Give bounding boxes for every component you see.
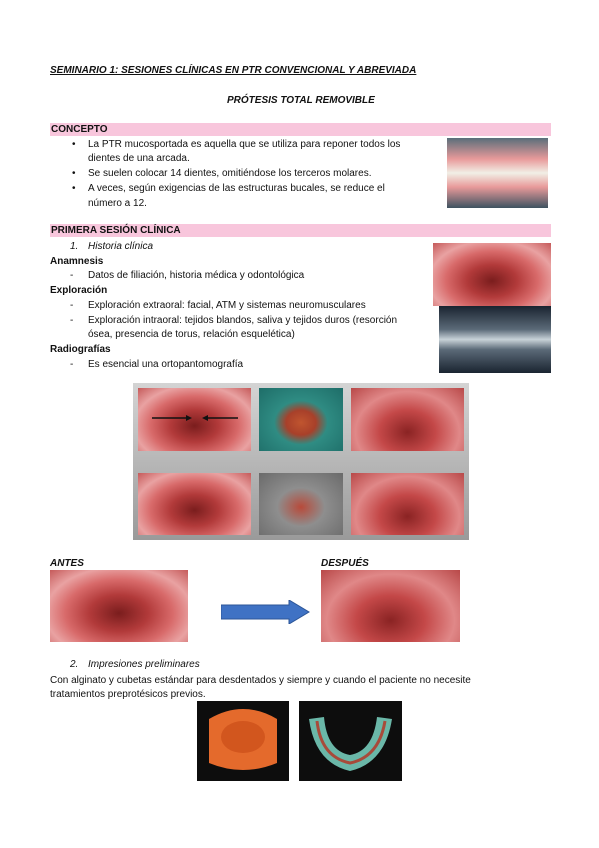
document-title: SEMINARIO 1: SESIONES CLÍNICAS EN PTR CONVENCIONAL Y ABREVIADA [50,65,417,76]
exploracion-extraoral: Exploración extraoral: facial, ATM y sistemas neuromusculares [88,300,366,311]
collage-photo [351,473,464,535]
dash-icon: - [70,359,74,370]
dash-icon: - [70,315,74,326]
bullet-icon: • [72,139,76,150]
denture-photo [447,138,548,208]
impresiones-text-cont: tratamientos preprotésicos previos. [50,689,206,700]
alginate-lower-impression-photo [299,701,402,781]
section-heading-primera-sesion: PRIMERA SESIÓN CLÍNICA [51,225,181,236]
surgery-photo-collage [133,383,469,540]
dash-icon: - [70,300,74,311]
alginate-upper-impression-photo [197,701,289,781]
exploracion-intraoral-cont: ósea, presencia de torus, relación esquelética) [88,329,295,340]
section-heading-concepto: CONCEPTO [51,124,108,135]
dash-icon: - [70,270,74,281]
concepto-line: Se suelen colocar 14 dientes, omitiéndose los terceros molares. [88,168,372,179]
panoramic-xray-photo [439,306,551,373]
bullet-icon: • [72,183,76,194]
bullet-icon: • [72,168,76,179]
collage-photo [351,388,464,451]
subsection-historia-clinica: Historia clínica [88,241,154,252]
label-exploracion: Exploración [50,285,108,296]
concepto-line: dientes de una arcada. [88,153,190,164]
before-photo [50,570,188,642]
concepto-line: número a 12. [88,198,147,209]
collage-photo [138,388,251,451]
impresiones-text: Con alginato y cubetas estándar para desdentados y siempre y cuando el paciente no necesite [50,675,471,686]
edentulous-mouth-photo [433,243,551,306]
concepto-line: A veces, según exigencias de las estructuras bucales, se reduce el [88,183,385,194]
section-band-primera-sesion [50,224,551,237]
upper-impression-shape [197,701,289,781]
after-photo [321,570,460,642]
concepto-line: La PTR mucosportada es aquella que se utiliza para reponer todos los [88,139,401,150]
lower-impression-shape [299,701,402,781]
label-despues: DESPUÉS [321,558,369,569]
radiografias-text: Es esencial una ortopantomografía [88,359,244,370]
collage-photo [138,473,251,535]
anamnesis-text: Datos de filiación, historia médica y odontológica [88,270,305,281]
label-anamnesis: Anamnesis [50,256,104,267]
list-number: 2. [70,659,79,670]
label-antes: ANTES [50,558,84,569]
arrows-icon [138,388,251,451]
list-number: 1. [70,241,79,252]
collage-photo [259,473,343,535]
collage-photo [259,388,343,451]
exploracion-intraoral: Exploración intraoral: tejidos blandos, saliva y tejidos duros (resorción [88,315,398,326]
subsection-impresiones: Impresiones preliminares [88,659,200,670]
label-radiografias: Radiografías [50,344,111,355]
section-band-concepto [50,123,551,136]
document-subtitle: PRÓTESIS TOTAL REMOVIBLE [227,95,375,106]
right-arrow-icon [221,600,311,624]
